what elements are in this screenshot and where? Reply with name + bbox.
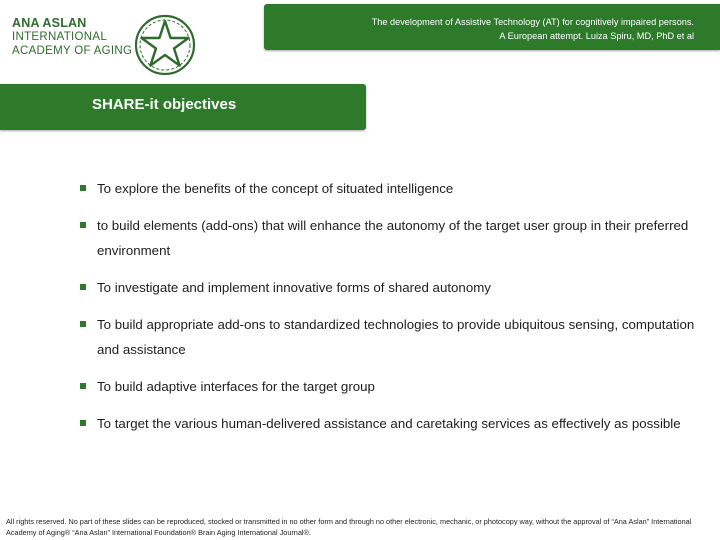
list-item-text: To build appropriate add-ons to standardized technologies to provide ubiquitous sensing, computation and assistance bbox=[97, 317, 695, 357]
list-item bbox=[80, 275, 700, 300]
bullet-square-icon bbox=[80, 321, 86, 327]
presentation-header bbox=[264, 4, 720, 50]
bullet-square-icon bbox=[80, 185, 86, 191]
list-item-text: To explore the benefits of the concept of situated intelligence bbox=[97, 181, 454, 196]
header-line-1: The development of Assistive Technology (AT) for cognitively impaired persons. bbox=[371, 17, 694, 27]
bullet-square-icon bbox=[80, 284, 86, 290]
copyright-footer: All rights reserved. No part of these slides can be reproduced, stocked or transmitted in no other form and through no other electronic, mechanic, or photocopy way, without the approval of “Ana Aslan” International Academy of Aging® “Ana Aslan” International Foundation® Brain Aging International Journal®. bbox=[6, 517, 692, 537]
list-item bbox=[80, 374, 700, 399]
list-item-text: To target the various human-delivered assistance and caretaking services as effectively as possible bbox=[97, 416, 681, 431]
list-item-text: To build adaptive interfaces for the target group bbox=[97, 379, 375, 394]
list-item-text: to build elements (add-ons) that will enhance the autonomy of the target user group in their preferred environment bbox=[97, 218, 689, 258]
header-text bbox=[372, 15, 694, 43]
list-item-text: To investigate and implement innovative forms of shared autonomy bbox=[97, 280, 491, 295]
academy-logo bbox=[8, 8, 218, 70]
logo-text bbox=[12, 16, 132, 58]
slide-title-bar bbox=[0, 84, 366, 130]
objectives-list bbox=[80, 176, 700, 448]
list-item bbox=[80, 176, 700, 201]
bullet-square-icon bbox=[80, 222, 86, 228]
star-wreath-icon bbox=[132, 12, 198, 78]
header-line-2: A European attempt. Luiza Spiru, MD, PhD et al bbox=[499, 31, 694, 41]
list-item bbox=[80, 213, 700, 263]
logo-line-2: INTERNATIONAL bbox=[12, 31, 108, 43]
slide-title: SHARE-it objectives bbox=[92, 96, 237, 113]
bullet-square-icon bbox=[80, 420, 86, 426]
list-item bbox=[80, 312, 700, 362]
list-item bbox=[80, 411, 700, 436]
logo-line-3: ACADEMY OF AGING bbox=[12, 45, 133, 57]
bullet-square-icon bbox=[80, 383, 86, 389]
logo-line-1: ANA ASLAN bbox=[12, 16, 87, 30]
